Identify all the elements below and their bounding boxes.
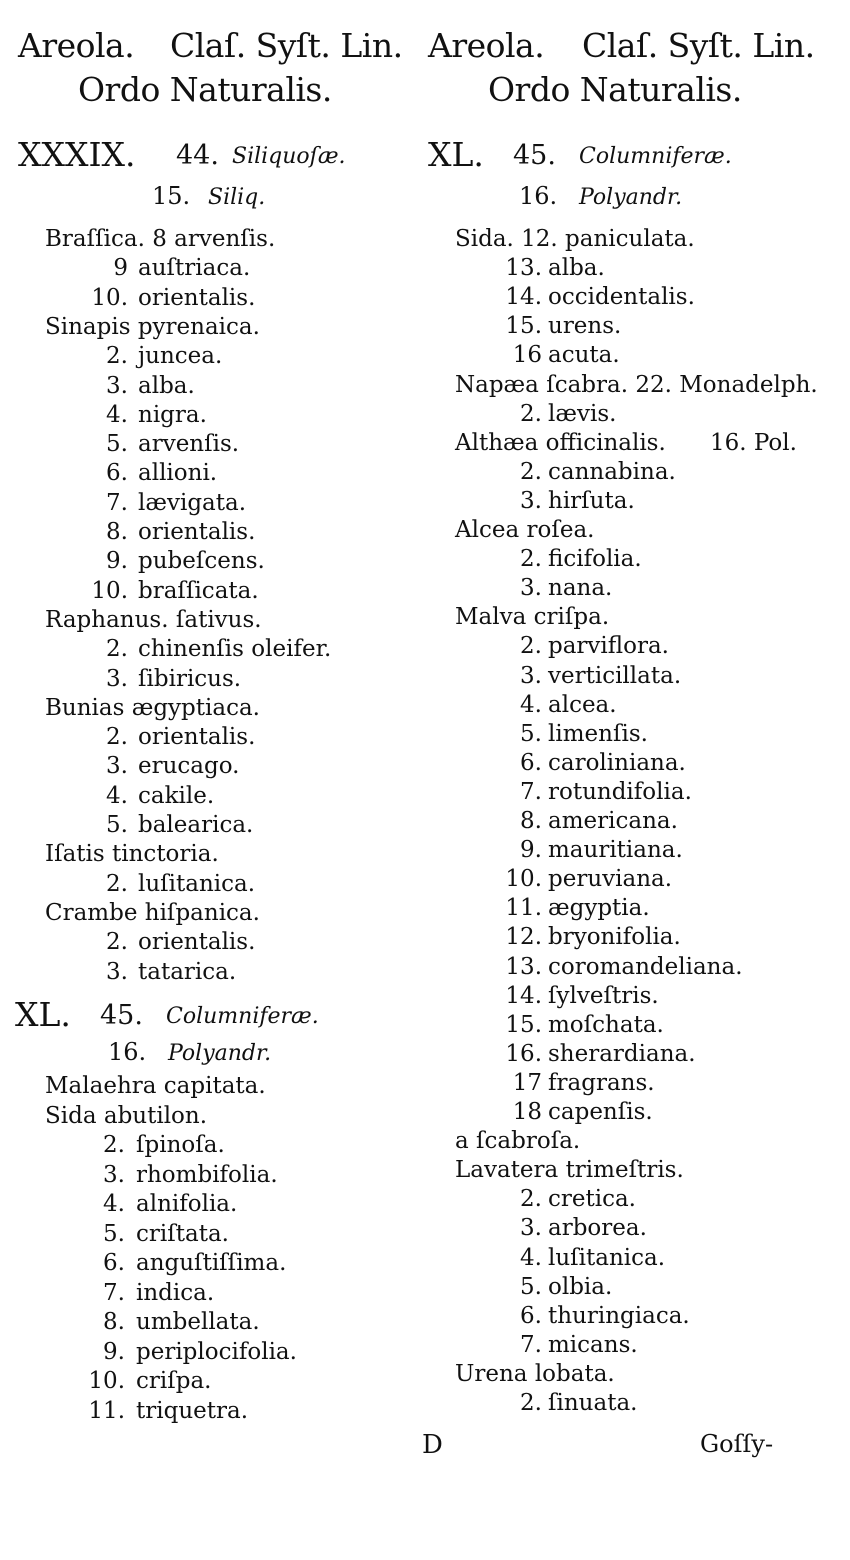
list-item (0, 372, 425, 401)
list-item (425, 868, 850, 894)
signature-mark: D (422, 1430, 443, 1460)
entry-species: orientalis. (138, 284, 256, 311)
list-item (0, 1370, 425, 1396)
entry-species: ægyptia. (548, 895, 650, 922)
entry-species: peruviana. (548, 866, 673, 893)
entry-species: luſitanica. (548, 1244, 666, 1271)
list-item (0, 284, 425, 313)
entry-number: 3. (520, 487, 542, 514)
list-item (425, 1273, 850, 1302)
entry-species: luſitanica. (138, 870, 256, 897)
entry-species: ſpinoſa. (136, 1132, 225, 1158)
list-item (0, 958, 425, 987)
left-sec1-roman: XXXIX. (18, 135, 136, 174)
list-item (425, 315, 850, 341)
entry-species: tatarica. (138, 958, 237, 985)
entry-species: ſibiricus. (138, 665, 242, 692)
entry-number: 3. (520, 662, 542, 689)
list-item (425, 982, 850, 1011)
list-item (425, 400, 850, 429)
entry-number: 12. (505, 924, 542, 951)
entry-species: juncea. (138, 343, 223, 370)
list-item (0, 345, 425, 371)
list-item (0, 694, 425, 723)
entry-species: micans. (548, 1331, 638, 1358)
entry-number: 2. (106, 636, 128, 663)
entry-species: erucago. (138, 753, 240, 780)
list-item (0, 638, 425, 664)
list-item (0, 228, 425, 254)
entry-species: olbia. (548, 1273, 613, 1300)
entry-species: orientalis. (138, 724, 256, 751)
entry-number: 9 (113, 255, 128, 282)
entry-genus: Sida abutilon. (45, 1102, 208, 1129)
entry-number: 13. (505, 255, 542, 282)
entry-species: alba. (138, 372, 195, 399)
list-item (0, 1279, 425, 1308)
entry-number: 5. (103, 1220, 125, 1247)
entry-genus: a ſcabroſa. (455, 1128, 581, 1155)
list-item (425, 1360, 850, 1389)
right-header-ordo: Ordo Naturalis. (488, 70, 742, 109)
entry-number: 5. (520, 1273, 542, 1300)
entry-number: 10. (88, 1368, 125, 1394)
list-item (425, 344, 850, 370)
entry-number: 4. (106, 401, 128, 428)
list-item (0, 1075, 425, 1101)
list-item (425, 257, 850, 283)
entry-number: 7. (520, 778, 542, 805)
list-item (425, 1069, 850, 1098)
list-item (0, 1134, 425, 1160)
entry-species: umbellata. (136, 1309, 260, 1335)
entry-species: arvenſis. (138, 431, 240, 458)
entry-species: hirſuta. (548, 487, 635, 514)
list-item (425, 458, 850, 487)
entry-genus: Bunias ægyptiaca. (45, 694, 260, 721)
entry-number: 2. (106, 724, 128, 751)
entry-number: 3. (520, 575, 542, 602)
list-item (0, 1102, 425, 1131)
entry-number: 2. (520, 1186, 542, 1213)
list-item (425, 1244, 850, 1273)
left-sec1-ordername: Siliq. (208, 185, 266, 210)
entry-species: balearica. (138, 812, 254, 838)
left-sec1-classnum: 44. (176, 140, 219, 171)
entry-species: moſchata. (548, 1011, 664, 1038)
left-sec2-classnum: 45. (100, 1000, 143, 1031)
entry-number: 5. (106, 431, 128, 458)
left-header-class: Claſ. Syſt. Lin. (170, 26, 403, 65)
entry-number: 10. (91, 284, 128, 311)
entry-species: arborea. (548, 1215, 647, 1242)
entry-number: 4. (103, 1191, 125, 1217)
entry-number: 6. (103, 1250, 125, 1276)
entry-species: lævigata. (138, 489, 247, 516)
entry-number: 11. (505, 895, 542, 922)
entry-number: 3. (520, 1215, 542, 1242)
entry-species: nigra. (138, 401, 207, 428)
entry-species: limenſis. (548, 720, 648, 747)
entry-number: 14. (505, 284, 542, 311)
list-item (425, 691, 850, 720)
entry-genus: Malva criſpa. (455, 604, 610, 631)
entry-species: orientalis. (138, 519, 256, 545)
right-sec-roman: XL. (428, 135, 484, 174)
list-item (425, 286, 850, 312)
list-item (0, 577, 425, 606)
entry-species: occidentalis. (548, 284, 695, 311)
entry-species: caroliniana. (548, 749, 686, 776)
list-item (425, 487, 850, 516)
list-item (425, 1217, 850, 1243)
list-item (425, 662, 850, 691)
list-item (425, 577, 850, 603)
entry-number: 4. (106, 782, 128, 809)
entry-number: 18 (512, 1099, 542, 1125)
left-sec1-ordernum: 15. (152, 182, 191, 210)
list-item (0, 726, 425, 752)
entry-number: 3. (106, 372, 128, 399)
entry-species: cretica. (548, 1186, 636, 1213)
entry-number: 9. (106, 548, 128, 575)
entry-genus: Sinapis pyrenaica. (45, 313, 260, 340)
entry-number: 9. (520, 837, 542, 864)
right-header-class: Claſ. Syſt. Lin. (582, 26, 815, 65)
list-item (425, 953, 850, 982)
entry-species: orientalis. (138, 929, 256, 956)
entry-species: allioni. (138, 460, 218, 487)
list-item (0, 606, 425, 635)
entry-genus: Braſſica. 8 arvenſis. (45, 226, 276, 252)
list-item (425, 228, 850, 254)
entry-genus: Crambe hiſpanica. (45, 899, 260, 926)
list-item (425, 519, 850, 545)
list-item (0, 782, 425, 811)
entry-number: 17 (512, 1069, 542, 1096)
left-sec2-ordername: Polyandr. (168, 1041, 272, 1066)
entry-number: 2. (106, 929, 128, 956)
list-item (0, 1397, 425, 1426)
list-item (425, 1188, 850, 1214)
entry-number: 2. (106, 870, 128, 897)
entry-species: nana. (548, 575, 613, 602)
entry-number: 6. (520, 749, 542, 776)
entry-number: 3. (106, 958, 128, 985)
entry-number: 6. (106, 460, 128, 487)
entry-number: 3. (103, 1161, 125, 1188)
entry-species: fragrans. (548, 1069, 655, 1096)
list-item (0, 1252, 425, 1278)
entry-species: anguſtiſſima. (136, 1250, 287, 1276)
list-item (0, 870, 425, 899)
entry-species: alnifolia. (136, 1191, 238, 1217)
entry-species: bryonifolia. (548, 924, 681, 951)
entry-genus: Lavatera trimeſtris. (455, 1157, 684, 1184)
list-item (0, 1161, 425, 1190)
entry-species: alcea. (548, 691, 617, 718)
entry-number: 7. (520, 1331, 542, 1358)
entry-number: 2. (520, 633, 542, 660)
right-header-areola: Areola. (428, 26, 545, 65)
list-item (0, 899, 425, 928)
entry-species: rotundifolia. (548, 778, 692, 805)
entry-genus: Raphanus. ſativus. (45, 606, 262, 633)
entry-number: 15. (505, 1011, 542, 1038)
list-item (0, 755, 425, 781)
entry-species: thuringiaca. (548, 1302, 690, 1329)
right-sec-classnum: 45. (513, 140, 556, 171)
entry-genus: Urena lobata. (455, 1360, 615, 1387)
entry-genus: Sida. 12. paniculata. (455, 226, 695, 252)
left-sec1-classname: Siliquoſæ. (232, 144, 346, 169)
list-item (0, 401, 425, 430)
list-item (0, 433, 425, 459)
left-sec2-classname: Columniferæ. (166, 1004, 319, 1029)
entry-species: auſtriaca. (138, 255, 251, 282)
list-item (0, 814, 425, 840)
entry-genus: Napæa ſcabra. 22. Monadelph. (455, 371, 818, 398)
entry-number: 2. (520, 458, 542, 485)
entry-number: 2. (103, 1132, 125, 1158)
catchword: Goſſy- (700, 1430, 774, 1458)
list-item (425, 810, 850, 836)
list-item (0, 665, 425, 694)
entry-species: lævis. (548, 400, 617, 427)
entry-number: 13. (505, 953, 542, 980)
list-item (0, 1311, 425, 1337)
list-item (0, 313, 425, 342)
list-item (425, 1302, 850, 1331)
entry-species: sherardiana. (548, 1040, 696, 1067)
entry-species: criſtata. (136, 1220, 229, 1247)
list-item (0, 462, 425, 488)
list-item (0, 843, 425, 869)
entry-number: 8. (520, 808, 542, 834)
list-item (425, 926, 850, 952)
entry-species: pubeſcens. (138, 548, 265, 575)
list-item (0, 1220, 425, 1249)
entry-species: cannabina. (548, 458, 676, 485)
list-item (0, 1193, 425, 1219)
entry-number: 4. (520, 691, 542, 718)
entry-species: indica. (136, 1279, 215, 1306)
entry-species: rhombifolia. (136, 1161, 278, 1188)
list-item (0, 550, 425, 576)
entry-genus: Malaehra capitata. (45, 1073, 266, 1099)
entry-number: 15. (505, 313, 542, 340)
entry-species: triquetra. (136, 1397, 249, 1424)
list-item (425, 897, 850, 923)
entry-number: 2. (520, 546, 542, 573)
entry-number: 16 (512, 342, 542, 369)
entry-number: 7. (103, 1279, 125, 1306)
list-item (425, 1331, 850, 1360)
entry-number: 5. (106, 812, 128, 838)
list-item (425, 548, 850, 574)
list-item (425, 749, 850, 778)
left-header-ordo: Ordo Naturalis. (78, 70, 332, 109)
entry-number: 2. (520, 1390, 542, 1416)
entry-number: 2. (520, 400, 542, 427)
entry-species: ſylveſtris. (548, 982, 659, 1009)
entry-number: 14. (505, 982, 542, 1009)
list-item (0, 257, 425, 283)
entry-species: ſinuata. (548, 1390, 638, 1416)
entry-number: 9. (103, 1338, 125, 1365)
entry-species: criſpa. (136, 1368, 212, 1394)
entry-number: 10. (91, 577, 128, 604)
entry-genus: Iſatis tinctoria. (45, 841, 219, 868)
entry-number: 4. (520, 1244, 542, 1271)
list-item (425, 778, 850, 807)
entry-species: urens. (548, 313, 622, 340)
entry-species: braſſicata. (138, 577, 259, 604)
entry-extra: 16. Pol. (710, 429, 797, 456)
entry-number: 7. (106, 489, 128, 516)
left-sec2-ordernum: 16. (108, 1038, 147, 1066)
list-item (425, 839, 850, 865)
entry-species: parviflora. (548, 633, 669, 660)
list-item (425, 1159, 850, 1185)
right-sec-ordernum: 16. (519, 182, 558, 210)
list-item (0, 1338, 425, 1367)
entry-species: coromandeliana. (548, 953, 743, 980)
list-item (0, 521, 425, 547)
entry-species: mauritiana. (548, 837, 683, 864)
entry-species: alba. (548, 255, 605, 282)
entry-number: 8. (106, 519, 128, 545)
entry-number: 3. (106, 753, 128, 780)
left-header-areola: Areola. (18, 26, 135, 65)
entry-species: periplocifolia. (136, 1338, 297, 1365)
entry-number: 2. (106, 343, 128, 370)
entry-species: capenſis. (548, 1099, 653, 1125)
entry-number: 8. (103, 1309, 125, 1335)
entry-species: cakile. (138, 782, 215, 809)
entry-number: 11. (88, 1397, 125, 1424)
list-item (425, 1040, 850, 1069)
entry-species: verticillata. (548, 662, 682, 689)
list-item (425, 606, 850, 632)
list-item (425, 1101, 850, 1127)
entry-number: 6. (520, 1302, 542, 1329)
list-item (425, 720, 850, 749)
list-item (425, 429, 850, 458)
list-item (425, 1011, 850, 1040)
list-item (425, 635, 850, 661)
entry-genus: Alcea roſea. (455, 517, 595, 543)
entry-species: acuta. (548, 342, 620, 369)
list-item (0, 931, 425, 957)
left-sec2-roman: XL. (15, 995, 71, 1034)
entry-number: 10. (505, 866, 542, 893)
entry-species: americana. (548, 808, 678, 834)
list-item (425, 1130, 850, 1156)
list-item (425, 1392, 850, 1418)
right-sec-ordername: Polyandr. (579, 185, 683, 210)
list-item (425, 371, 850, 400)
right-sec-classname: Columniferæ. (579, 144, 732, 169)
entry-number: 3. (106, 665, 128, 692)
entry-genus: Althæa officinalis. (455, 429, 666, 456)
entry-number: 5. (520, 720, 542, 747)
list-item (0, 489, 425, 518)
entry-number: 16. (505, 1040, 542, 1067)
entry-species: ficifolia. (548, 546, 642, 573)
entry-species: chinenſis oleifer. (138, 636, 332, 663)
